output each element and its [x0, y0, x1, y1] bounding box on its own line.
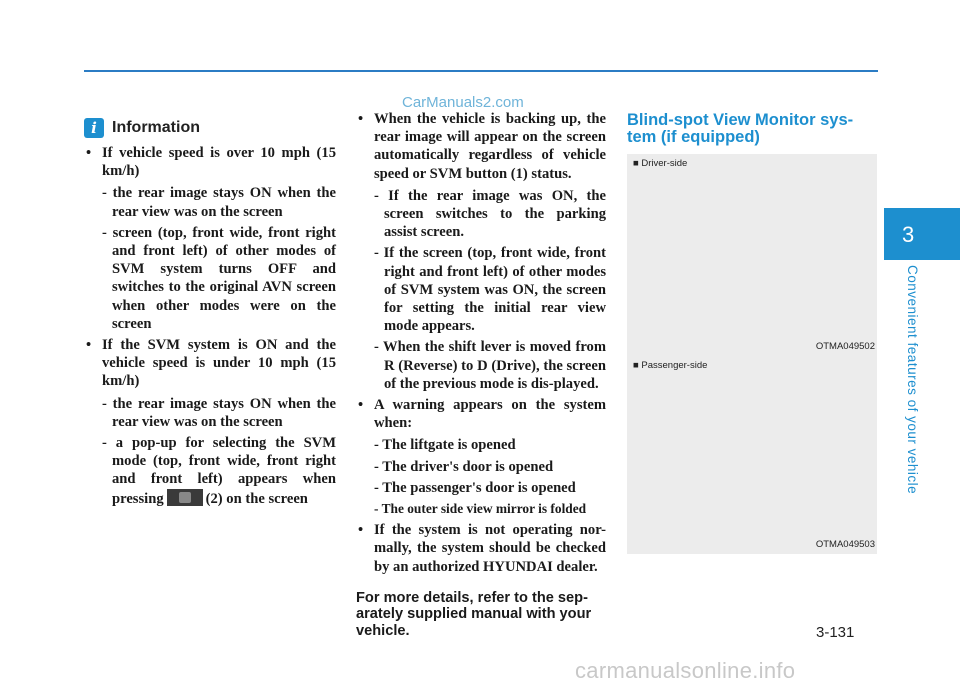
chapter-number: 3	[902, 222, 915, 247]
middle-sub-2-2: - The driver's door is opened	[374, 458, 554, 475]
footer-watermark: carmanualsonline.info	[575, 658, 796, 683]
information-title: Information	[112, 118, 200, 136]
figure-code: OTMA049502	[815, 341, 875, 352]
header-watermark: CarManuals2.com	[402, 94, 524, 111]
middle-sub-2-4: - The outer side view mirror is folded	[374, 501, 587, 517]
svm-button-icon	[167, 489, 203, 506]
info-sub-2-2	[84, 434, 336, 508]
info-sub-1-1: - the rear image stays ON when the rear view was on the screen	[102, 185, 336, 220]
middle-bullet-1: • When the vehicle is backing up, the rear image will appear on the screen automatically regardless of vehicle speed or SVM button (1) status.	[356, 110, 606, 183]
figure-code: OTMA049503	[815, 539, 875, 550]
chapter-title: Convenient features of your vehicle	[905, 265, 920, 495]
middle-sub-2-1: - The liftgate is opened	[374, 437, 516, 454]
middle-sub-1-1: - If the rear image was ON, the screen switches to the parking assist screen.	[374, 187, 606, 241]
middle-sub-1-3: - When the shift lever is moved from R (Reverse) to D (Drive), the screen of the previous mode is dis-played.	[374, 339, 606, 392]
info-sub-1-2: - screen (top, front wide, front right and front left) of other modes of SVM system turns OFF and switches to the original AVN screen when other modes were on the screen	[102, 224, 336, 332]
figure-label: ■ Passenger-side	[633, 360, 708, 371]
middle-bullet-2: • A warning appears on the system when:	[356, 396, 606, 432]
middle-sub-2-3: - The passenger's door is opened	[374, 479, 576, 496]
info-icon: i	[84, 118, 104, 138]
summary-note: For more details, refer to the sep-arately supplied manual with your vehicle.	[356, 589, 592, 639]
info-sub-2-2-text: - a pop-up for selecting the SVM mode (top, front wide, front right and front left) appears when pressing	[102, 435, 336, 507]
information-column	[84, 118, 336, 511]
page-number: 3-131	[816, 624, 855, 641]
middle-column	[356, 110, 606, 639]
info-sub-2-1: - the rear image stays ON when the rear view was on the screen	[102, 395, 336, 430]
middle-bullet-3: • If the system is not operating nor-mally, the system should be checked by an authorized HYUNDAI dealer.	[356, 521, 606, 576]
middle-sub-1-2: - If the screen (top, front wide, front right and front left) of other modes of SVM system was ON, the screen for setting the initial rear view mode appears.	[374, 245, 606, 335]
information-header	[84, 118, 336, 138]
section-title: Blind-spot View Monitor sys-tem (if equipped)	[627, 111, 854, 146]
chapter-tab	[884, 208, 960, 260]
figure-label: ■ Driver-side	[633, 158, 688, 169]
info-bullet-2: • If the SVM system is ON and the vehicle speed is under 10 mph (15 km/h)	[84, 336, 336, 391]
info-bullet-1: • If vehicle speed is over 10 mph (15 km/h)	[84, 144, 336, 180]
figure-driver-side	[627, 154, 877, 356]
figure-passenger-side	[627, 356, 877, 554]
info-sub-2-2-suffix: (2) on the screen	[205, 490, 308, 507]
header-rule	[84, 70, 878, 72]
